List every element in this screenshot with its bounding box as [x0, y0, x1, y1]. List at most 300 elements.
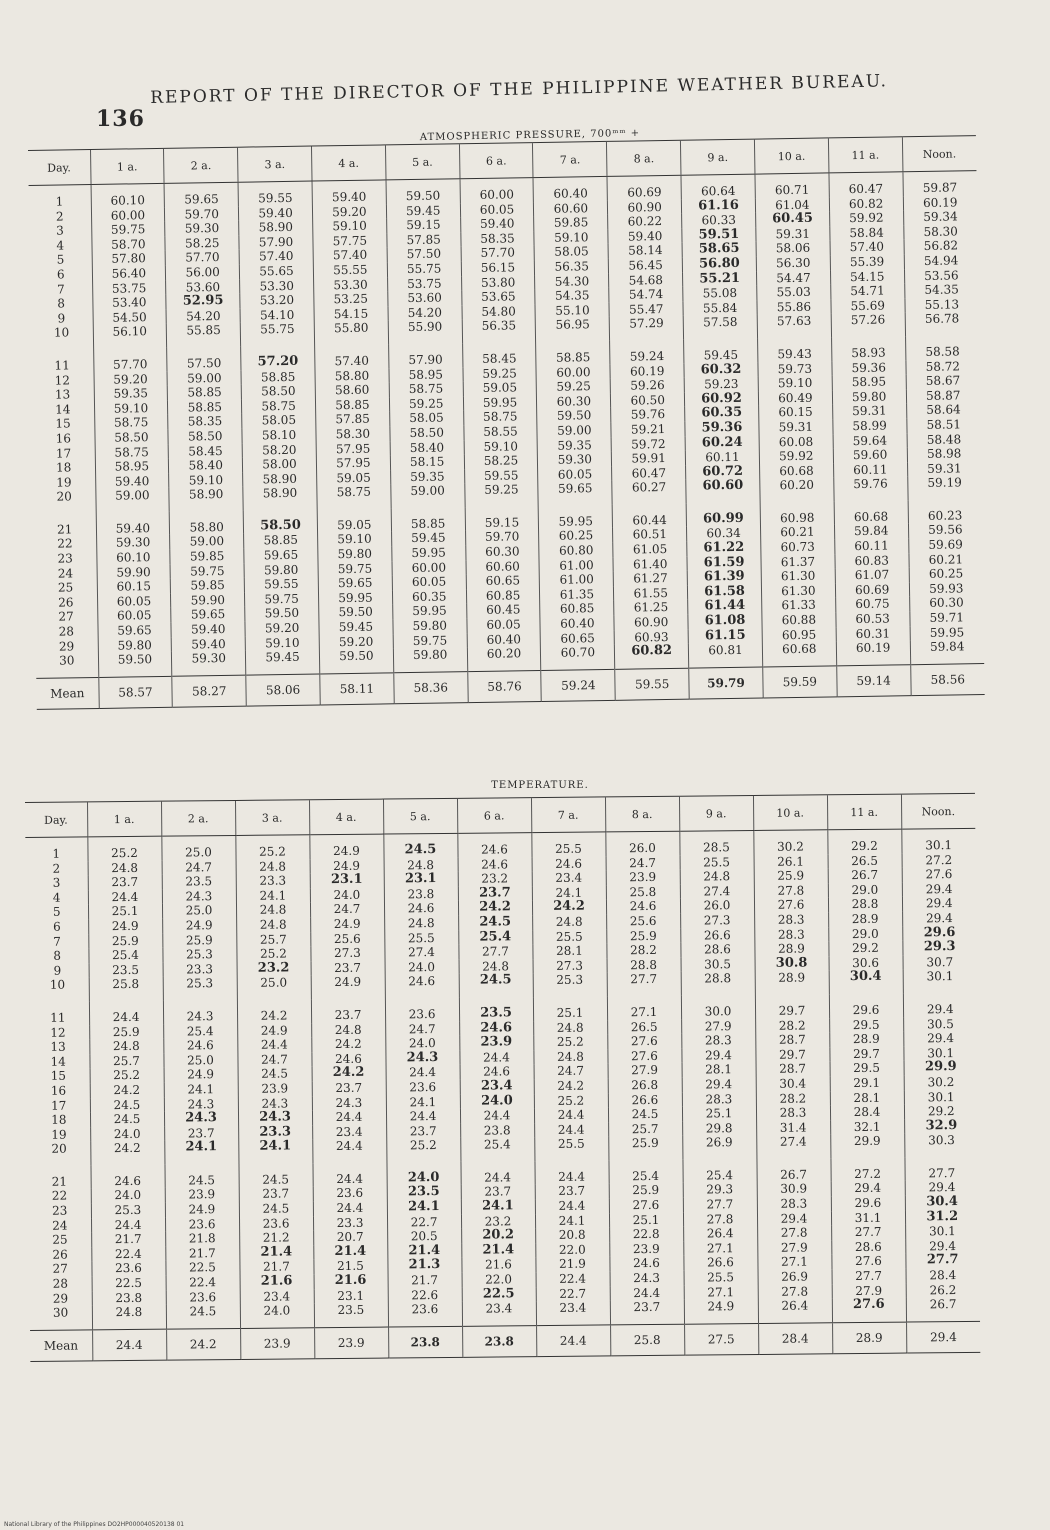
value-cell: 29.4	[903, 1031, 977, 1046]
value-cell: 29.4	[902, 911, 976, 926]
value-cell: 59.35	[94, 386, 168, 402]
value-cell: 25.3	[162, 947, 236, 962]
value-cell: 25.6	[310, 931, 384, 946]
value-cell: 29.1	[830, 1075, 904, 1090]
value-cell: 58.45	[168, 443, 242, 459]
value-cell: 53.65	[461, 289, 535, 305]
value-cell: 23.7	[535, 1184, 609, 1199]
value-cell: 24.0	[90, 1126, 164, 1141]
value-cell: 24.2	[312, 1066, 386, 1081]
value-cell: 57.40	[315, 344, 389, 369]
day-cell: 22	[51, 1189, 68, 1204]
value-cell: 24.4	[460, 1108, 534, 1123]
column-header: 2 a.	[161, 800, 235, 836]
value-cell: 24.4	[534, 1160, 608, 1184]
value-cell: 54.10	[240, 307, 314, 323]
value-cell: 60.05	[538, 467, 612, 483]
value-cell: 59.65	[318, 576, 392, 592]
value-cell: 25.0	[162, 903, 236, 918]
value-cell: 25.5	[684, 1270, 758, 1285]
value-cell: 60.30	[909, 595, 983, 611]
value-cell: 28.8	[828, 897, 902, 912]
value-cell: 25.2	[236, 946, 310, 961]
value-cell: 25.2	[386, 1138, 460, 1162]
value-cell: 59.84	[910, 639, 984, 664]
value-cell: 59.10	[758, 376, 832, 392]
day-cell: 18	[55, 460, 72, 475]
value-cell: 54.35	[904, 282, 978, 298]
value-cell: 27.4	[680, 884, 754, 899]
value-cell: 59.31	[907, 461, 981, 477]
value-cell: 25.9	[89, 1024, 163, 1039]
value-cell: 28.9	[829, 1032, 903, 1047]
value-cell: 55.85	[167, 323, 241, 348]
value-cell: 24.0	[385, 1036, 459, 1051]
value-cell: 23.8	[92, 1290, 166, 1305]
value-cell: 59.90	[171, 592, 245, 608]
value-cell: 58.80	[315, 368, 389, 384]
value-cell: 24.3	[163, 1000, 237, 1024]
value-cell: 57.90	[388, 343, 462, 368]
value-cell: 58.85	[168, 385, 242, 401]
value-cell: 59.25	[537, 379, 611, 395]
value-cell: 27.1	[684, 1285, 758, 1300]
value-cell: 59.25	[463, 366, 537, 382]
value-cell: 58.93	[831, 336, 905, 361]
value-cell: 25.1	[682, 1106, 756, 1121]
day-cell: 13	[50, 1039, 66, 1054]
mean-value: 58.11	[320, 673, 394, 705]
value-cell: 23.6	[91, 1261, 165, 1276]
value-cell: 27.8	[754, 883, 828, 898]
value-cell: 58.51	[906, 417, 980, 433]
value-cell: 30.7	[903, 955, 977, 970]
value-cell: 24.4	[312, 1162, 386, 1186]
value-cell: 54.15	[830, 269, 904, 285]
day-cell: 26	[58, 595, 74, 610]
value-cell: 60.49	[758, 390, 832, 406]
column-header: 11 a.	[827, 794, 901, 830]
value-cell: 30.4	[829, 970, 903, 994]
day-group	[34, 499, 984, 678]
value-cell: 29.7	[755, 1047, 829, 1062]
day-cell: 4	[56, 238, 65, 253]
value-cell: 24.6	[609, 1256, 683, 1271]
value-cell: 21.2	[239, 1231, 313, 1246]
value-cell: 24.4	[459, 1050, 533, 1065]
value-cell: 55.08	[683, 286, 757, 302]
value-cell: 59.56	[908, 523, 982, 539]
value-cell: 57.26	[831, 313, 905, 338]
value-cell: 59.85	[170, 549, 244, 565]
value-cell: 61.07	[835, 567, 909, 583]
value-cell: 29.6	[829, 994, 903, 1018]
value-cell: 27.3	[680, 913, 754, 928]
value-cell: 24.0	[91, 1188, 165, 1203]
value-cell: 27.1	[683, 1241, 757, 1256]
day-cell: 14	[55, 402, 71, 417]
value-cell: 55.13	[905, 297, 979, 313]
day-cell: 13	[54, 387, 71, 402]
value-cell: 30.0	[681, 995, 755, 1019]
value-cell: 59.45	[386, 203, 460, 219]
value-cell: 59.10	[534, 230, 608, 246]
value-cell: 60.85	[466, 588, 540, 604]
day-cell: 25	[52, 1232, 68, 1248]
value-cell: 23.7	[461, 1185, 535, 1200]
day-cell: 24	[57, 566, 74, 581]
value-cell: 30.4	[905, 1195, 979, 1210]
value-cell: 24.9	[164, 1067, 238, 1082]
value-cell: 28.2	[755, 1018, 829, 1033]
value-cell: 59.76	[834, 477, 908, 502]
value-cell: 58.85	[391, 507, 465, 532]
value-cell: 27.2	[902, 852, 976, 867]
value-cell: 58.75	[242, 398, 316, 414]
value-cell: 60.30	[465, 544, 539, 560]
value-cell: 24.3	[164, 1096, 238, 1111]
value-cell: 60.47	[829, 172, 903, 197]
value-cell: 21.3	[387, 1258, 461, 1273]
value-cell: 21.4	[313, 1244, 387, 1259]
day-cell: 27	[58, 609, 74, 625]
column-header: Noon.	[901, 793, 975, 829]
value-cell: 55.65	[239, 264, 313, 280]
value-cell: 23.4	[460, 1079, 534, 1094]
value-cell: 23.2	[237, 961, 311, 976]
value-cell: 59.40	[460, 216, 534, 232]
value-cell: 29.6	[902, 925, 976, 940]
value-cell: 59.15	[386, 217, 460, 233]
mean-value: 59.24	[541, 669, 615, 701]
value-cell: 59.31	[832, 404, 906, 420]
mean-label: Mean	[30, 1330, 92, 1362]
day-cell: 20	[56, 489, 72, 504]
value-cell: 60.60	[686, 479, 760, 504]
value-cell: 60.92	[685, 391, 759, 407]
value-cell: 59.25	[389, 396, 463, 412]
value-cell: 59.65	[171, 607, 245, 623]
value-cell: 60.72	[686, 464, 760, 480]
value-cell: 59.30	[172, 651, 246, 676]
value-cell: 30.1	[901, 828, 975, 853]
value-cell: 54.20	[388, 305, 462, 321]
value-cell: 23.9	[459, 1035, 533, 1050]
value-cell: 26.2	[906, 1282, 980, 1297]
value-cell: 26.4	[683, 1226, 757, 1241]
value-cell: 60.00	[392, 560, 466, 576]
value-cell: 24.6	[532, 856, 606, 871]
value-cell: 58.55	[464, 424, 538, 440]
value-cell: 30.8	[755, 956, 829, 971]
value-cell: 60.11	[833, 462, 907, 478]
value-cell: 29.6	[831, 1196, 905, 1211]
value-cell: 57.85	[316, 412, 390, 428]
mean-value: 59.79	[689, 667, 763, 699]
day-cell: 18	[51, 1112, 67, 1127]
value-cell: 23.2	[458, 871, 532, 886]
value-cell: 27.7	[607, 972, 681, 996]
value-cell: 24.4	[89, 1001, 163, 1025]
value-cell: 54.30	[535, 273, 609, 289]
value-cell: 59.00	[170, 534, 244, 550]
value-cell: 29.4	[682, 1077, 756, 1092]
day-group	[28, 1157, 980, 1331]
day-cell: 17	[50, 1098, 67, 1113]
value-cell: 55.86	[757, 299, 831, 315]
value-cell: 58.99	[833, 418, 907, 434]
value-cell: 59.15	[465, 506, 539, 531]
value-cell: 59.45	[319, 619, 393, 635]
value-cell: 59.85	[534, 215, 608, 231]
day-cell: 12	[54, 372, 71, 388]
value-cell: 60.82	[615, 644, 689, 669]
value-cell: 59.70	[465, 529, 539, 545]
value-cell: 55.75	[240, 322, 314, 347]
day-cell: 24	[52, 1218, 68, 1233]
value-cell: 24.8	[532, 914, 606, 929]
value-cell: 61.05	[613, 542, 687, 558]
value-cell: 55.21	[683, 271, 757, 287]
value-cell: 20.8	[535, 1228, 609, 1243]
value-cell: 59.75	[393, 633, 467, 649]
value-cell: 25.0	[163, 1053, 237, 1068]
value-cell: 24.4	[88, 889, 162, 904]
value-cell: 59.65	[244, 548, 318, 564]
value-cell: 57.95	[316, 455, 390, 471]
value-cell: 24.8	[459, 959, 533, 974]
value-cell: 25.2	[534, 1093, 608, 1108]
value-cell: 27.6	[609, 1198, 683, 1213]
day-cell: 20	[51, 1141, 67, 1157]
day-cell: 5	[56, 252, 65, 267]
day-group	[25, 828, 977, 1002]
value-cell: 21.4	[239, 1245, 313, 1260]
value-cell: 59.10	[94, 401, 168, 417]
value-cell: 58.00	[243, 457, 317, 473]
value-cell: 21.6	[314, 1274, 388, 1289]
value-cell: 59.45	[391, 531, 465, 547]
value-cell: 28.9	[754, 941, 828, 956]
value-cell: 23.1	[384, 872, 458, 887]
value-cell: 53.75	[92, 280, 166, 296]
value-cell: 55.75	[387, 261, 461, 277]
value-cell: 24.5	[238, 1163, 312, 1187]
value-cell: 58.35	[460, 231, 534, 247]
value-cell: 61.04	[755, 197, 829, 213]
value-cell: 59.35	[390, 469, 464, 485]
column-header: 5 a.	[385, 144, 459, 180]
value-cell: 59.45	[246, 650, 320, 675]
page-number: 136	[96, 106, 145, 132]
value-cell: 58.25	[165, 235, 239, 251]
value-cell: 60.21	[909, 552, 983, 568]
day-cell: 4	[52, 890, 61, 905]
value-cell: 23.5	[314, 1303, 388, 1328]
value-cell: 25.2	[533, 1035, 607, 1050]
value-cell: 29.4	[903, 993, 977, 1017]
value-cell: 60.20	[467, 646, 541, 671]
day-cell: 9	[53, 963, 62, 978]
value-cell: 60.19	[903, 195, 977, 211]
value-cell: 28.9	[755, 971, 829, 995]
column-header: 9 a.	[679, 796, 753, 832]
column-header: 6 a.	[459, 143, 533, 179]
value-cell: 24.4	[386, 1065, 460, 1080]
value-cell: 59.43	[758, 337, 832, 362]
value-cell: 22.5	[462, 1287, 536, 1302]
column-header: 6 a.	[457, 798, 531, 834]
value-cell: 60.05	[97, 594, 171, 610]
value-cell: 57.50	[387, 247, 461, 263]
value-cell: 59.73	[758, 361, 832, 377]
value-cell: 30.2	[753, 830, 827, 855]
value-cell: 23.7	[311, 998, 385, 1022]
value-cell: 24.1	[164, 1140, 238, 1164]
value-cell: 58.84	[830, 225, 904, 241]
value-cell: 24.5	[90, 1112, 164, 1127]
day-cell: 23	[57, 551, 73, 566]
value-cell: 59.60	[833, 447, 907, 463]
day-cell: 26	[52, 1247, 68, 1262]
value-cell: 25.8	[89, 977, 163, 1001]
value-cell: 56.00	[166, 265, 240, 281]
value-cell: 24.5	[164, 1164, 238, 1188]
value-cell: 60.95	[762, 627, 836, 643]
day-cell: 28	[58, 624, 75, 639]
value-cell: 28.3	[757, 1196, 831, 1211]
value-cell: 59.40	[95, 474, 169, 490]
day-cell: 12	[50, 1025, 66, 1040]
value-cell: 60.65	[541, 630, 615, 646]
value-cell: 58.15	[390, 454, 464, 470]
value-cell: 27.8	[683, 1212, 757, 1227]
value-cell: 55.55	[313, 262, 387, 278]
value-cell: 60.45	[466, 602, 540, 618]
mean-value: 24.4	[92, 1329, 166, 1361]
value-cell: 23.6	[385, 998, 459, 1022]
value-cell: 58.06	[756, 241, 830, 257]
value-cell: 24.7	[310, 902, 384, 917]
value-cell: 23.3	[313, 1215, 387, 1230]
value-cell: 59.25	[464, 482, 538, 507]
value-cell: 27.6	[831, 1254, 905, 1269]
value-cell: 30.4	[756, 1076, 830, 1091]
value-cell: 27.3	[310, 946, 384, 961]
value-cell: 27.6	[902, 867, 976, 882]
value-cell: 26.9	[682, 1135, 756, 1159]
column-header: 3 a.	[238, 146, 312, 182]
value-cell: 60.73	[761, 539, 835, 555]
value-cell: 58.05	[389, 411, 463, 427]
value-cell: 58.67	[906, 373, 980, 389]
column-header: 4 a.	[311, 145, 385, 181]
value-cell: 24.9	[309, 834, 383, 859]
value-cell: 60.32	[684, 362, 758, 378]
day-cell: 21	[56, 522, 73, 537]
value-cell: 29.3	[683, 1182, 757, 1197]
value-cell: 25.1	[88, 904, 162, 919]
day-cell: 19	[51, 1127, 67, 1142]
value-cell: 57.95	[316, 441, 390, 457]
value-cell: 25.1	[533, 996, 607, 1020]
value-cell: 60.33	[682, 213, 756, 229]
value-cell: 25.4	[88, 948, 162, 963]
value-cell: 59.00	[167, 370, 241, 386]
day-cell: 30	[52, 1305, 69, 1320]
value-cell: 60.31	[836, 626, 910, 642]
value-cell: 25.2	[90, 1068, 164, 1083]
column-header: 2 a.	[164, 147, 238, 183]
value-cell: 25.4	[460, 1137, 534, 1161]
value-cell: 59.10	[245, 635, 319, 651]
value-cell: 57.80	[92, 251, 166, 267]
value-cell: 57.40	[830, 240, 904, 256]
value-cell: 58.65	[682, 242, 756, 258]
column-header: 8 a.	[605, 796, 679, 832]
value-cell: 59.90	[97, 564, 171, 580]
value-cell: 58.30	[316, 426, 390, 442]
value-cell: 59.80	[318, 546, 392, 562]
value-cell: 24.1	[535, 1213, 609, 1228]
day-cell: 8	[57, 296, 66, 311]
value-cell: 25.4	[682, 1159, 756, 1183]
value-cell: 23.7	[610, 1300, 684, 1325]
value-cell: 23.6	[386, 1080, 460, 1095]
value-cell: 58.50	[168, 429, 242, 445]
value-cell: 59.40	[172, 636, 246, 652]
value-cell: 24.0	[240, 1303, 314, 1328]
value-cell: 21.8	[165, 1231, 239, 1246]
value-cell: 58.90	[239, 220, 313, 236]
value-cell: 60.05	[460, 202, 534, 218]
value-cell: 58.10	[242, 427, 316, 443]
value-cell: 59.92	[759, 448, 833, 464]
value-cell: 61.22	[687, 541, 761, 557]
day-cell: 10	[49, 977, 66, 993]
value-cell: 23.6	[388, 1302, 462, 1327]
value-cell: 27.6	[607, 1048, 681, 1063]
day-cell: 17	[55, 445, 72, 461]
value-cell: 60.21	[760, 525, 834, 541]
value-cell: 59.65	[97, 623, 171, 639]
value-cell: 53.56	[904, 268, 978, 284]
value-cell: 56.82	[904, 238, 978, 254]
value-cell: 60.00	[460, 178, 534, 203]
value-cell: 58.64	[906, 402, 980, 418]
value-cell: 58.95	[389, 367, 463, 383]
value-cell: 23.4	[240, 1289, 314, 1304]
value-cell: 27.9	[757, 1240, 831, 1255]
day-cell: 3	[52, 875, 61, 890]
value-cell: 55.90	[388, 320, 462, 345]
value-cell: 61.30	[761, 583, 835, 599]
value-cell: 24.5	[459, 973, 533, 997]
value-cell: 22.8	[609, 1227, 683, 1242]
value-cell: 56.35	[462, 318, 536, 343]
value-cell: 24.3	[164, 1111, 238, 1126]
mean-value: 28.4	[758, 1323, 832, 1355]
value-cell: 23.3	[163, 962, 237, 977]
value-cell: 59.19	[907, 475, 981, 500]
day-group	[31, 335, 981, 514]
value-cell: 24.4	[534, 1108, 608, 1123]
mean-value: 28.9	[832, 1322, 906, 1354]
value-cell: 54.68	[609, 272, 683, 288]
value-cell: 24.8	[533, 1020, 607, 1035]
pressure-section-title: ATMOSPHERIC PRESSURE, 700ᵐᵐ +	[419, 127, 641, 144]
value-cell: 59.36	[685, 420, 759, 436]
